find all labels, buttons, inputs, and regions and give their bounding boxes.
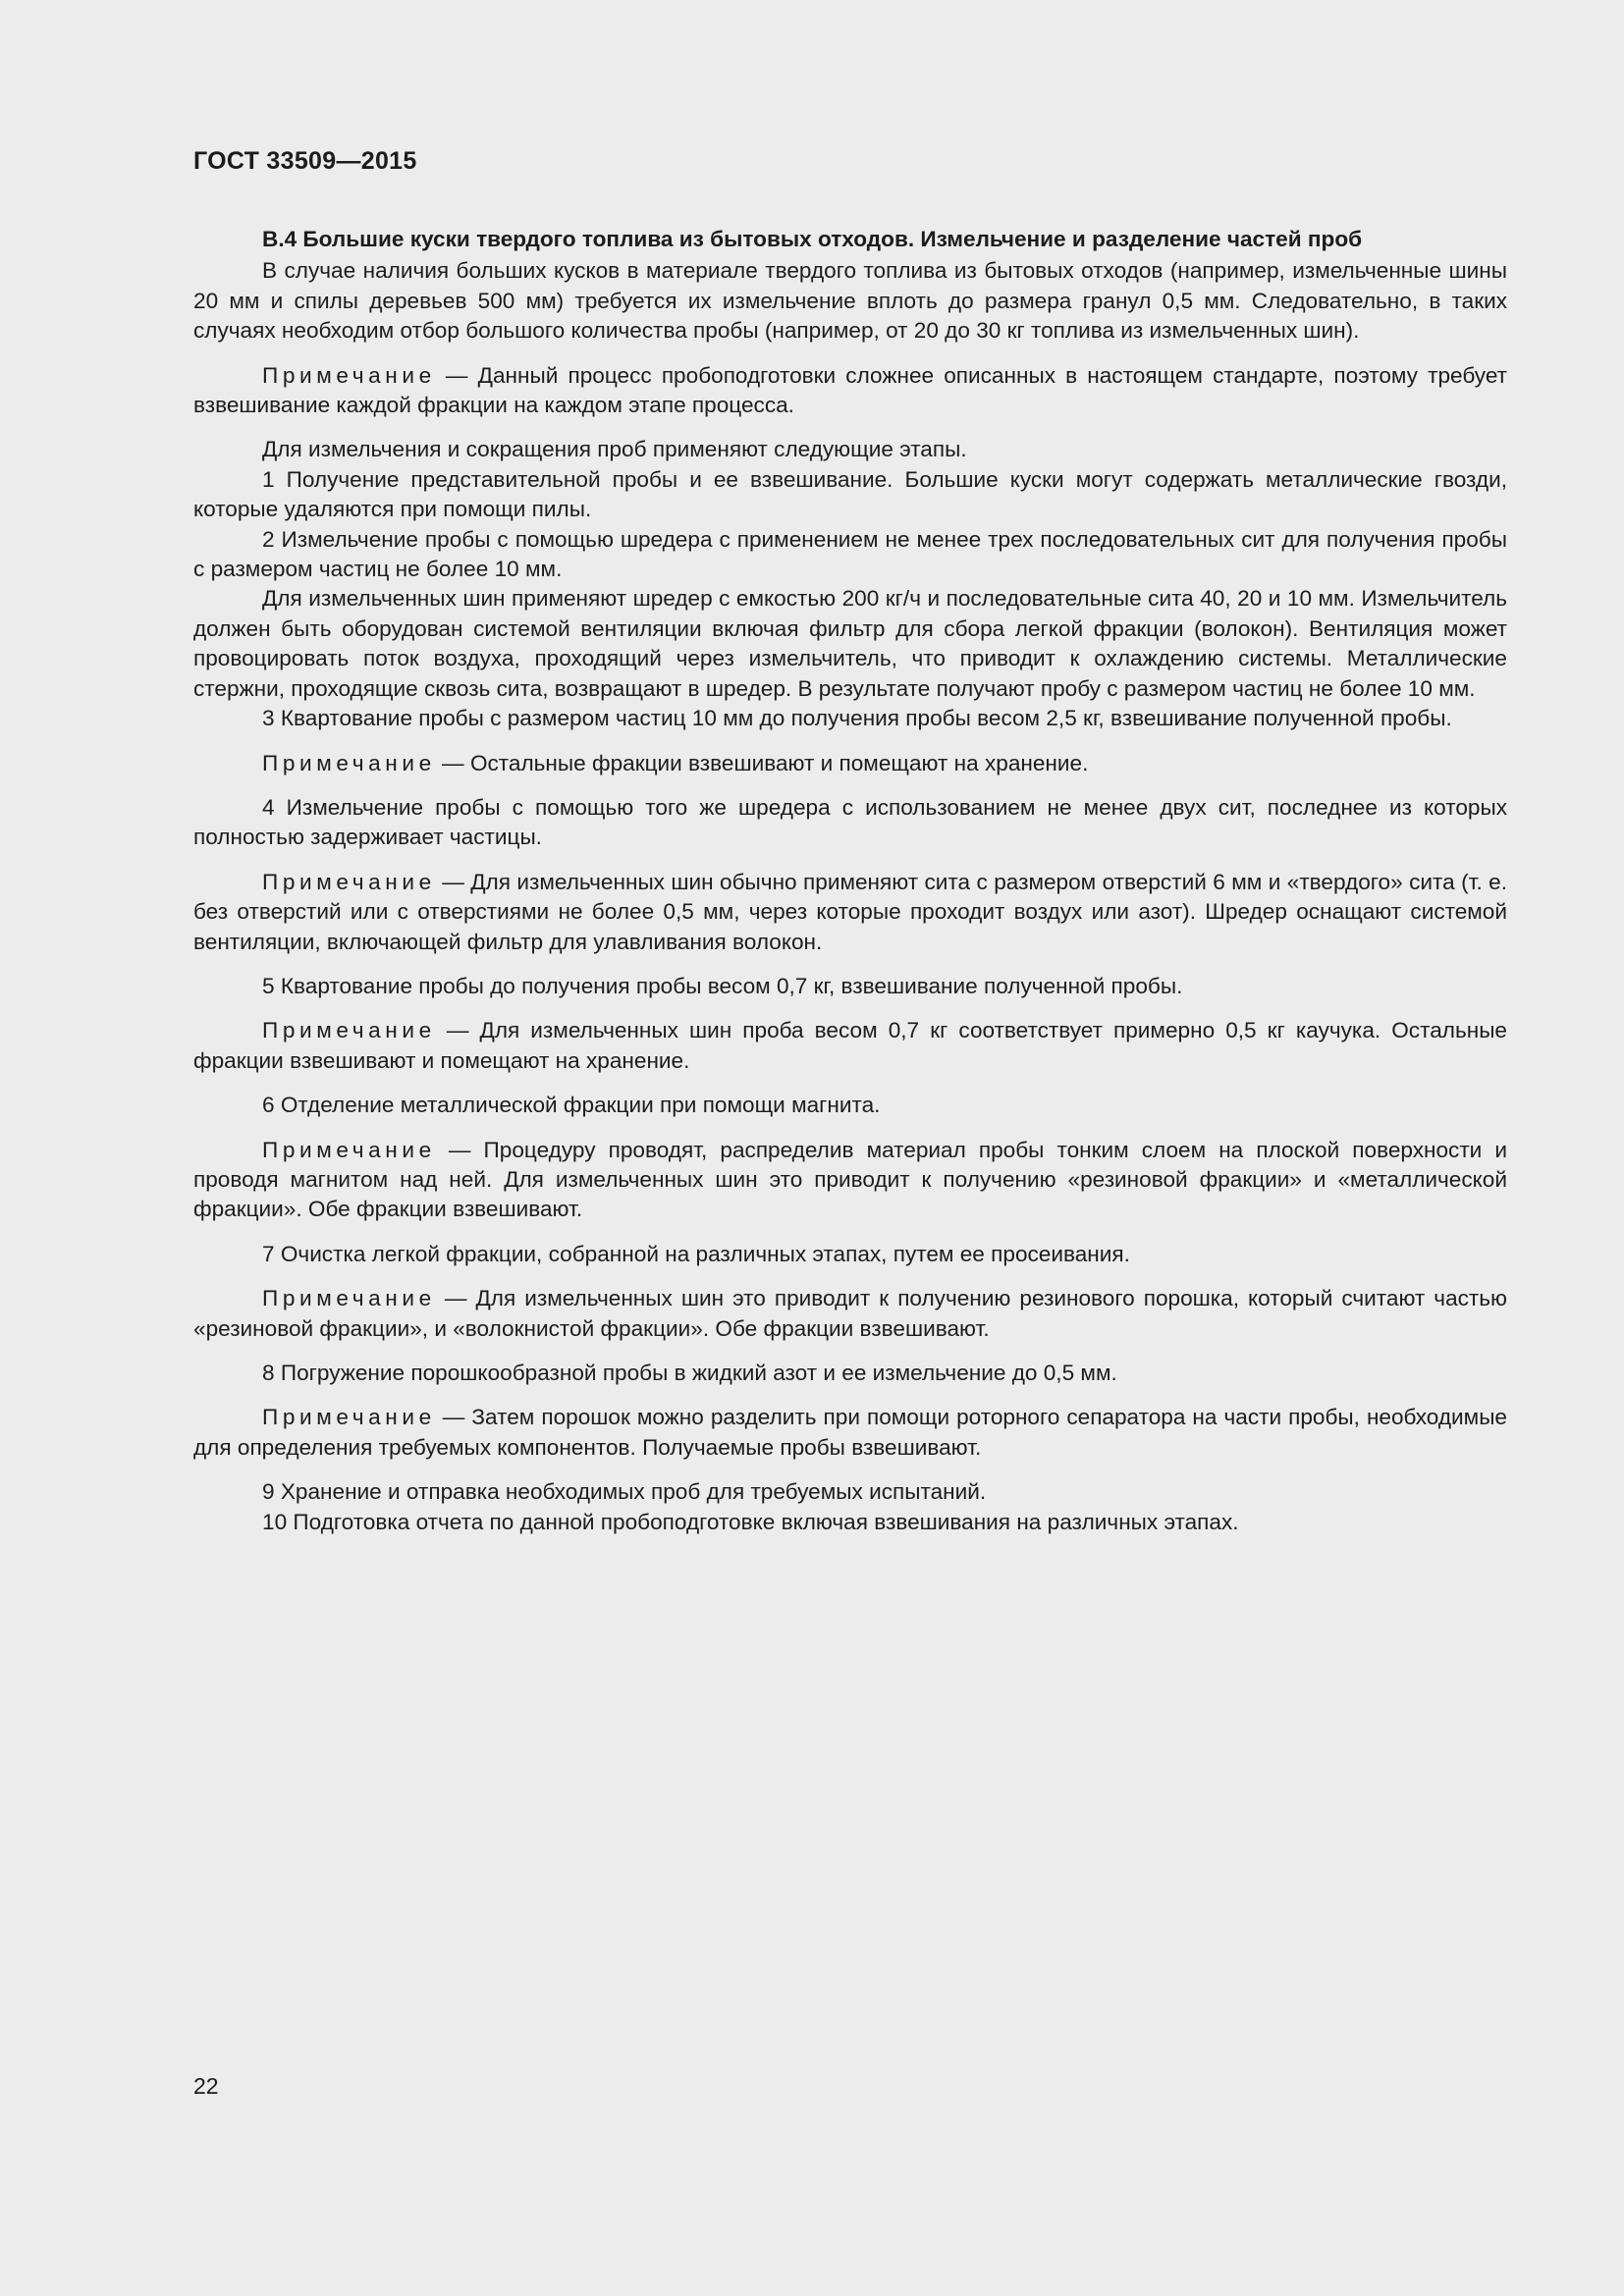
list-item: 5 Квартование пробы до получения пробы весом 0,7 кг, взвешивание полученной пробы. bbox=[262, 973, 1183, 998]
note: Примечание — Процедуру проводят, распределив материал пробы тонким слоем на плоской поверхности и проводя магнитом над ней. Для измельченных шин это приводит к получению «резиновой фракции» и «металлической фракции». Обе фракции взвешивают. bbox=[193, 1137, 1507, 1222]
note: Примечание — Данный процесс пробоподготовки сложнее описанных в настоящем стандарте, поэтому требует взвешивание каждой фракции на каждом этапе процесса. bbox=[193, 362, 1507, 418]
document-body bbox=[193, 225, 1507, 1537]
list-item: 1 Получение представительной пробы и ее взвешивание. Большие куски могут содержать металлические гвозди, которые удаляются при помощи пилы. bbox=[193, 466, 1507, 522]
note-text: Данный процесс пробоподготовки сложнее описанных в настоящем стандарте, поэтому требует взвешивание каждой фракции на каждом этапе процесса. bbox=[193, 362, 1507, 418]
list-item: 7 Очистка легкой фракции, собранной на различных этапах, путем ее просеивания. bbox=[262, 1241, 1130, 1266]
note-label: Примечание bbox=[262, 1405, 436, 1430]
section-heading: B.4 Большие куски твердого топлива из бытовых отходов. Измельчение и разделение частей проб bbox=[262, 227, 1363, 251]
note-text: Для измельченных шин это приводит к получению резинового порошка, который считают частью «резиновой фракции», и «волокнистой фракции». Обе фракции взвешивают. bbox=[193, 1286, 1507, 1341]
note: Примечание — Для измельченных шин это приводит к получению резинового порошка, который считают частью «резиновой фракции», и «волокнистой фракции». Обе фракции взвешивают. bbox=[193, 1286, 1507, 1341]
note: Примечание — Для измельченных шин обычно применяют сита с размером отверстий 6 мм и «твердого» сита (т. е. без отверстий или с отверстиями не более 0,5 мм, через которые проходит воздух или азот). Шредер оснащают системой вентиляции, включающей фильтр для улавливания волокон. bbox=[193, 869, 1507, 954]
note: Примечание — Для измельченных шин проба весом 0,7 кг соответствует примерно 0,5 кг каучука. Остальные фракции взвешивают и помещают на хранение. bbox=[193, 1018, 1507, 1073]
note-label: Примечание bbox=[262, 362, 436, 388]
paragraph: В случае наличия больших кусков в материале твердого топлива из бытовых отходов (например, измельченные шины 20 мм и спилы деревьев 500 мм) требуется их измельчение вплоть до размера гранул 0,5 мм. Следовательно, в таких случаях необходим отбор большого количества пробы (например, от 20 до 30 кг топлива из измельченных шин). bbox=[193, 258, 1507, 344]
note-text: Для измельченных шин обычно применяют сита с размером отверстий 6 мм и «твердого» сита (т. е. без отверстий или с отверстиями не более 0,5 мм, через которые проходит воздух или азот). Шредер оснащают системой вентиляции, включающей фильтр для улавливания волокон. bbox=[193, 869, 1507, 954]
note-text: Остальные фракции взвешивают и помещают на хранение. bbox=[469, 750, 1089, 775]
list-item: 6 Отделение металлической фракции при помощи магнита. bbox=[262, 1093, 881, 1118]
note: Примечание — Остальные фракции взвешивают и помещают на хранение. bbox=[262, 750, 1089, 775]
note-text: Процедуру проводят, распределив материал пробы тонким слоем на плоской поверхности и проводя магнитом над ней. Для измельченных шин это приводит к получению «резиновой фракции» и «металлической фракции». Обе фракции взвешивают. bbox=[193, 1137, 1507, 1222]
note: Примечание — Затем порошок можно разделить при помощи роторного сепаратора на части пробы, необходимые для определения требуемых компонентов. Получаемые пробы взвешивают. bbox=[193, 1405, 1507, 1460]
list-item: 10 Подготовка отчета по данной пробоподготовке включая взвешивания на различных этапах. bbox=[262, 1509, 1239, 1534]
note-text: Затем порошок можно разделить при помощи роторного сепаратора на части пробы, необходимые для определения требуемых компонентов. Получаемые пробы взвешивают. bbox=[193, 1405, 1507, 1460]
list-item: 2 Измельчение пробы с помощью шредера с применением не менее трех последовательных сит для получения пробы с размером частиц не более 10 мм. bbox=[193, 526, 1507, 582]
paragraph: Для измельченных шин применяют шредер с емкостью 200 кг/ч и последовательные сита 40, 20 и 10 мм. Измельчитель должен быть оборудован системой вентиляции включая фильтр для сбора легкой фракции (волокон). Вентиляция может провоцировать поток воздуха, проходящий через измельчитель, что приводит к охлаждению системы. Металлические стержни, проходящие сквозь сита, возвращают в шредер. В результате получают пробу с размером частиц не более 10 мм. bbox=[193, 586, 1507, 701]
note-label: Примечание bbox=[262, 750, 436, 775]
note-label: Примечание bbox=[262, 1286, 436, 1311]
paragraph: Для измельчения и сокращения проб применяют следующие этапы. bbox=[262, 437, 967, 462]
list-item: 9 Хранение и отправка необходимых проб для требуемых испытаний. bbox=[262, 1479, 987, 1505]
note-text: Для измельченных шин проба весом 0,7 кг соответствует примерно 0,5 кг каучука. Остальные фракции взвешивают и помещают на хранение. bbox=[193, 1018, 1507, 1073]
note-label: Примечание bbox=[262, 1018, 436, 1043]
list-item: 3 Квартование пробы с размером частиц 10 мм до получения пробы весом 2,5 кг, взвешивание полученной пробы. bbox=[262, 706, 1452, 731]
document-id: ГОСТ 33509—2015 bbox=[193, 147, 417, 175]
list-item: 4 Измельчение пробы с помощью того же шредера с использованием не менее двух сит, последнее из которых полностью задерживает частицы. bbox=[193, 794, 1507, 850]
list-item: 8 Погружение порошкообразной пробы в жидкий азот и ее измельчение до 0,5 мм. bbox=[262, 1361, 1117, 1385]
page-number: 22 bbox=[193, 2073, 219, 2099]
note-label: Примечание bbox=[262, 1137, 436, 1162]
note-label: Примечание bbox=[262, 869, 436, 894]
